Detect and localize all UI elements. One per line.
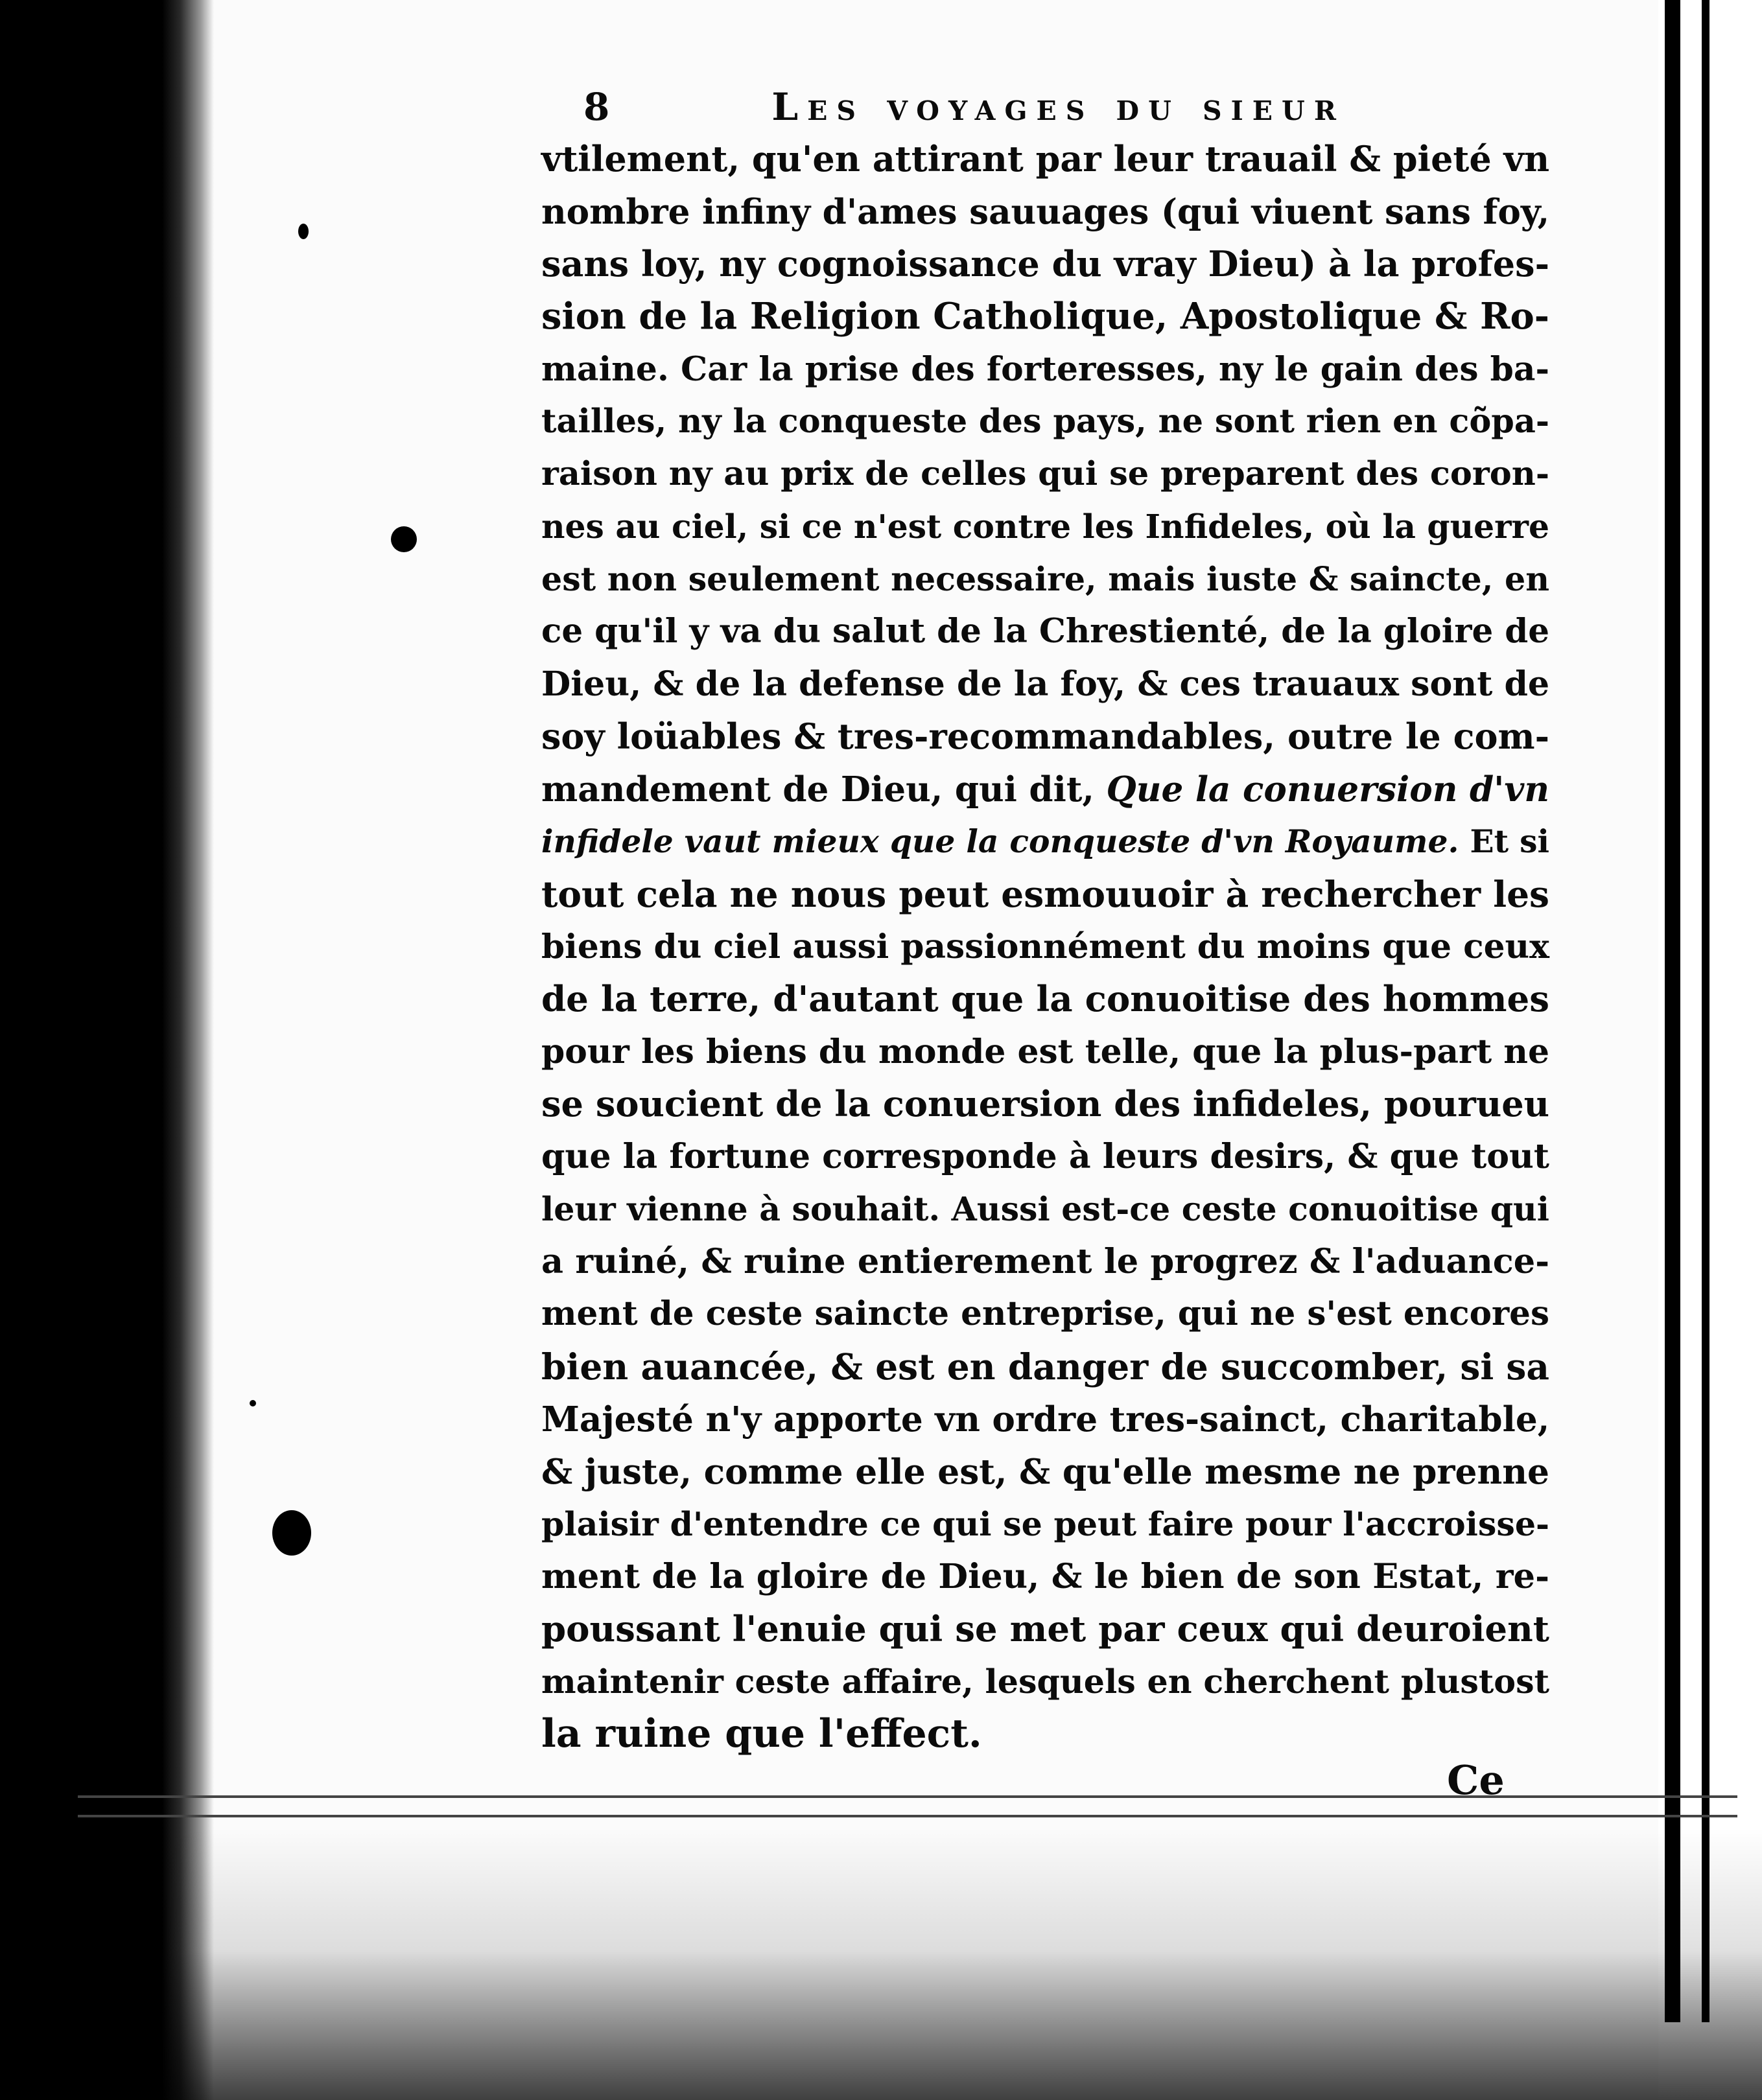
text-line xyxy=(541,710,1549,763)
text-line xyxy=(541,920,1549,973)
binding-line-secondary xyxy=(1702,0,1709,2022)
text-line xyxy=(541,1393,1549,1445)
text-line xyxy=(541,395,1549,448)
text-line xyxy=(541,1498,1549,1550)
line-text: vtilement, qu'en attirant par leur trauail & pieté vn xyxy=(541,138,1550,180)
page-header xyxy=(583,78,1452,136)
line-text: & juste, comme elle est, & qu'elle mesme ne prenne xyxy=(541,1451,1549,1492)
text-line xyxy=(541,185,1549,238)
line-text: raison ny au prix de celles qui se preparent des coron- xyxy=(541,454,1549,493)
line-text: maine. Car la prise des forteresses, ny le gain des ba- xyxy=(541,349,1549,389)
italic-quotation: infidele vaut mieux que la conqueste d'vn Royaume. xyxy=(541,823,1459,860)
line-text: sans loy, ny cognoissance du vray Dieu) à la profes- xyxy=(541,243,1549,285)
line-text: ce qu'il y va du salut de la Chrestienté, de la gloire de xyxy=(541,612,1549,651)
line-text: ment de ceste saincte entreprise, qui ne s'est encores xyxy=(541,1294,1549,1333)
binding-line xyxy=(1665,0,1680,2022)
line-text: mandement de Dieu, qui dit, xyxy=(541,769,1107,810)
text-line xyxy=(541,500,1549,553)
ink-blot xyxy=(272,1510,311,1556)
bottom-scan-shadow xyxy=(0,1828,1762,2100)
text-line xyxy=(541,1655,1549,1708)
line-text: se soucient de la conuersion des infideles, pourueu xyxy=(541,1083,1550,1125)
text-line xyxy=(541,763,1549,815)
line-text: que la fortune corresponde à leurs desirs, & que tout xyxy=(541,1137,1549,1176)
text-line xyxy=(541,553,1549,605)
text-line xyxy=(541,605,1549,658)
line-text: leur vienne à souhait. Aussi est-ce ceste conuoitise qui xyxy=(541,1190,1549,1228)
text-line xyxy=(541,868,1549,920)
dark-scan-margin xyxy=(0,0,188,2100)
text-line xyxy=(541,448,1549,500)
ink-speck xyxy=(250,1400,256,1406)
text-line xyxy=(541,1130,1549,1183)
text-line xyxy=(541,238,1549,290)
line-text: nes au ciel, si ce n'est contre les Infideles, où la guerre xyxy=(541,508,1549,546)
line-text: tout cela ne nous peut esmouuoir à rechercher les xyxy=(541,873,1549,915)
line-text: pour les biens du monde est telle, que la plus-part ne xyxy=(541,1032,1549,1071)
line-text: Majesté n'y apporte vn ordre tres-sainct, charitable, xyxy=(541,1399,1550,1440)
text-line xyxy=(541,1078,1549,1130)
line-text: Dieu, & de la defense de la foy, & ces trauaux sont de xyxy=(541,664,1550,704)
ink-speck xyxy=(298,224,309,239)
page-edge-shadow xyxy=(162,0,214,2100)
bottom-rule-secondary xyxy=(78,1815,1737,1817)
text-line xyxy=(541,658,1549,710)
text-line xyxy=(541,1340,1549,1393)
line-text: Et si xyxy=(1459,823,1549,860)
ink-blot xyxy=(391,526,417,552)
page-body-text xyxy=(541,133,1549,1760)
line-text: de la terre, d'autant que la conuoitise des hommes xyxy=(541,978,1549,1020)
line-text: soy loüables & tres-recommandables, outre le com- xyxy=(541,716,1549,757)
line-text: ment de la gloire de Dieu, & le bien de son Estat, re- xyxy=(541,1556,1549,1596)
running-title: Les voyages du sieur xyxy=(771,85,1345,129)
italic-quotation: Que la conuersion d'vn xyxy=(1106,769,1549,810)
text-line xyxy=(541,1550,1549,1603)
text-line xyxy=(541,1025,1549,1078)
line-text: a ruiné, & ruine entierement le progrez & l'aduance- xyxy=(541,1242,1549,1281)
page-number: 8 xyxy=(583,85,610,129)
text-line xyxy=(541,1445,1549,1498)
line-text: bien auancée, & est en danger de succomber, si sa xyxy=(541,1346,1549,1388)
line-text: la ruine que l'effect. xyxy=(541,1711,982,1756)
catchword: Ce xyxy=(1447,1756,1505,1804)
text-line xyxy=(541,973,1549,1025)
line-text: poussant l'enuie qui se met par ceux qui deuroient xyxy=(541,1608,1549,1650)
line-text: plaisir d'entendre ce qui se peut faire pour l'accroisse- xyxy=(541,1504,1549,1543)
text-line xyxy=(541,1235,1549,1288)
line-text: maintenir ceste affaire, lesquels en cherchent plustost xyxy=(541,1662,1549,1701)
line-text: nombre infiny d'ames sauuages (qui viuent sans foy, xyxy=(541,191,1550,232)
text-line xyxy=(541,1183,1549,1235)
text-line xyxy=(541,290,1549,343)
line-text: biens du ciel aussi passionnément du moins que ceux xyxy=(541,927,1549,966)
text-line xyxy=(541,1708,1549,1760)
line-text: est non seulement necessaire, mais iuste & saincte, en xyxy=(541,559,1549,598)
line-text: tailles, ny la conqueste des pays, ne sont rien en cõpa- xyxy=(541,402,1549,441)
text-line xyxy=(541,343,1549,395)
text-line xyxy=(541,133,1549,185)
text-line xyxy=(541,815,1549,868)
text-line xyxy=(541,1603,1549,1655)
line-text: sion de la Religion Catholique, Apostolique & Ro- xyxy=(541,295,1549,338)
text-line xyxy=(541,1288,1549,1340)
